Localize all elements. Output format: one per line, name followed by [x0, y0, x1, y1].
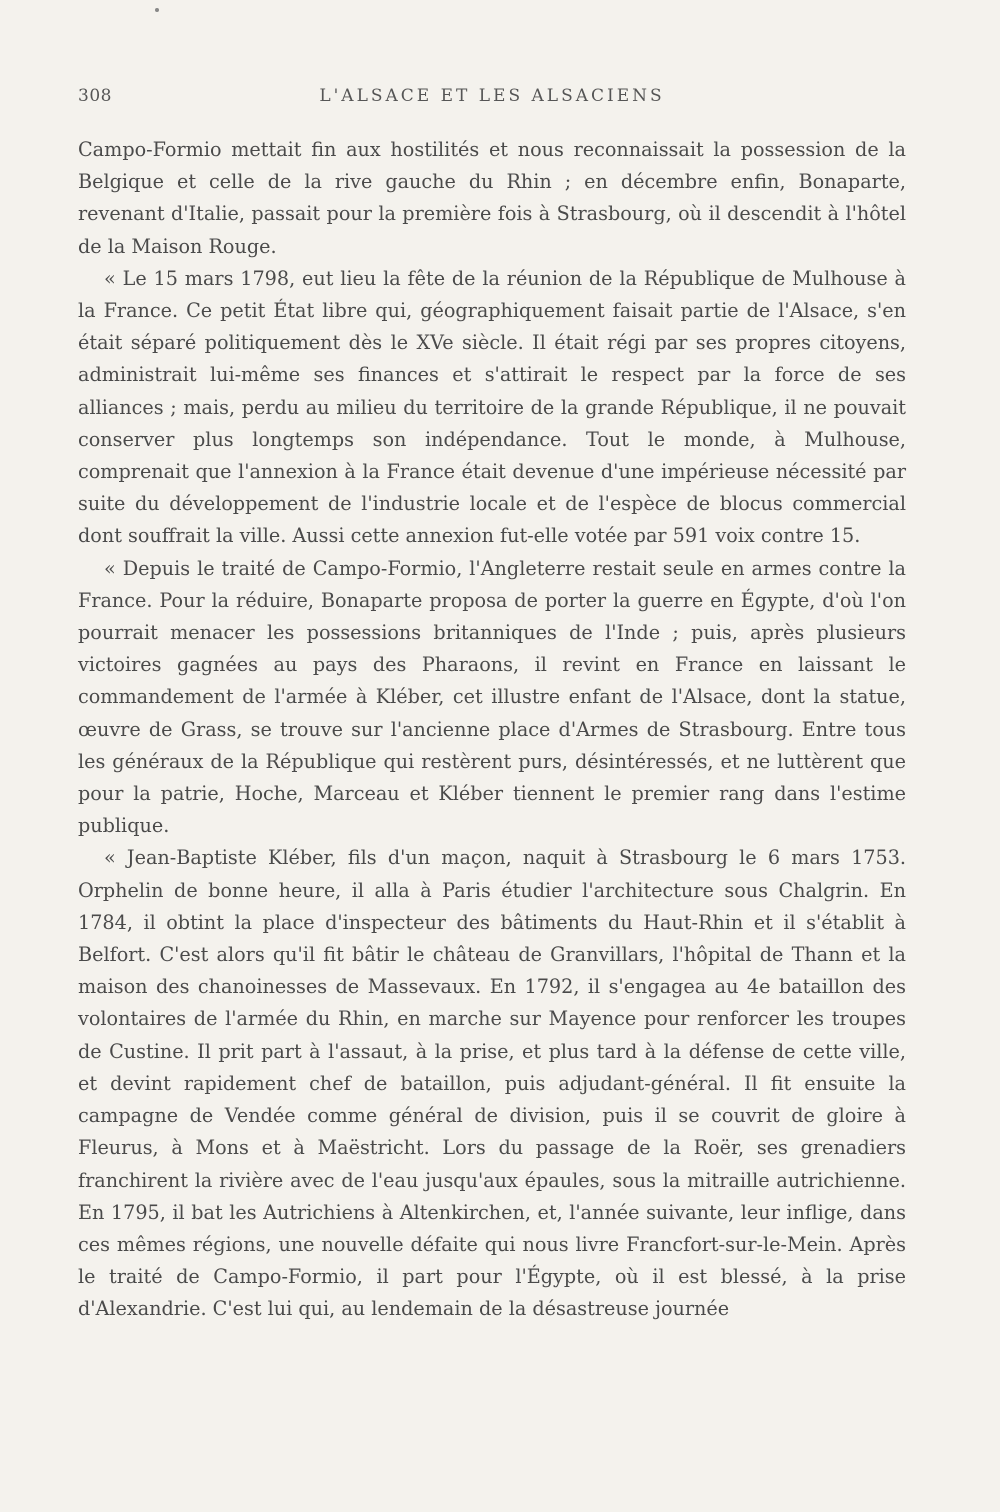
- page-speck: [155, 8, 159, 12]
- page-number: 308: [78, 86, 112, 106]
- paragraph-1: Campo-Formio mettait fin aux hostilités et nous reconnaissait la possession de la Belgique et celle de la rive gauche du Rhin ; en décembre enfin, Bonaparte, revenant d'Italie, passait pour la première fois à Strasbourg, où il descendit à l'hôtel de la Maison Rouge.: [78, 138, 906, 258]
- paragraph-3: « Depuis le traité de Campo-Formio, l'Angleterre restait seule en armes contre la France. Pour la réduire, Bonaparte proposa de porter la guerre en Égypte, d'où l'on pourrait menacer les possessions britanniques de l'Inde ; puis, après plusieurs victoires gagnées au pays des Pharaons, il revint en France en laissant le commandement de l'armée à Kléber, cet illustre enfant de l'Alsace, dont la statue, œuvre de Grass, se trouve sur l'ancienne place d'Armes de Strasbourg. Entre tous les généraux de la République qui restèrent purs, désintéressés, et ne luttèrent que pour la patrie, Hoche, Marceau et Kléber tiennent le premier rang dans l'estime publique.: [78, 556, 906, 838]
- running-title: L'ALSACE ET LES ALSACIENS: [319, 86, 665, 106]
- paragraph-4: « Jean-Baptiste Kléber, fils d'un maçon, naquit à Strasbourg le 6 mars 1753. Orphelin de bonne heure, il alla à Paris étudier l'architecture sous Chalgrin. En 1784, il obtint la place d'inspecteur des bâtiments du Haut-Rhin et il s'établit à Belfort. C'est alors qu'il fit bâtir le château de Granvillars, l'hôpital de Thann et la maison des chanoinesses de Massevaux. En 1792, il s'engagea au 4e bataillon des volontaires de l'armée du Rhin, en marche sur Mayence pour renforcer les troupes de Custine. Il prit part à l'assaut, à la prise, et plus tard à la défense de cette ville, et devint rapidement chef de bataillon, puis adjudant-général. Il fit ensuite la campagne de Vendée comme général de division, puis il se couvrit de gloire à Fleurus, à Mons et à Maëstricht. Lors du passage de la Roër, ses grenadiers franchirent la rivière avec de l'eau jusqu'aux épaules, sous la mitraille autrichienne. En 1795, il bat les Autrichiens à Altenkirchen, et, l'année suivante, leur inflige, dans ces mêmes régions, une nouvelle défaite qui nous livre Francfort-sur-le-Mein. Après le traité de Campo-Formio, il part pour l'Égypte, où il est blessé, à la prise d'Alexandrie. C'est lui qui, au lendemain de la désastreuse journée: [78, 846, 906, 1321]
- paragraph-2: « Le 15 mars 1798, eut lieu la fête de la réunion de la République de Mulhouse à la France. Ce petit État libre qui, géographiquement faisait partie de l'Alsace, s'en était séparé politiquement dès le XVe siècle. Il était régi par ses propres citoyens, administrait lui-même ses finances et s'attirait le respect par la force de ses alliances ; mais, perdu au milieu du territoire de la grande République, il ne pouvait conserver plus longtemps son indépendance. Tout le monde, à Mulhouse, comprenait que l'annexion à la France était devenue d'une impérieuse nécessité par suite du développement de l'industrie locale et de l'espèce de blocus commercial dont souffrait la ville. Aussi cette annexion fut-elle votée par 591 voix contre 15.: [78, 266, 906, 548]
- page-header: [78, 86, 906, 118]
- body-text: [78, 134, 906, 1326]
